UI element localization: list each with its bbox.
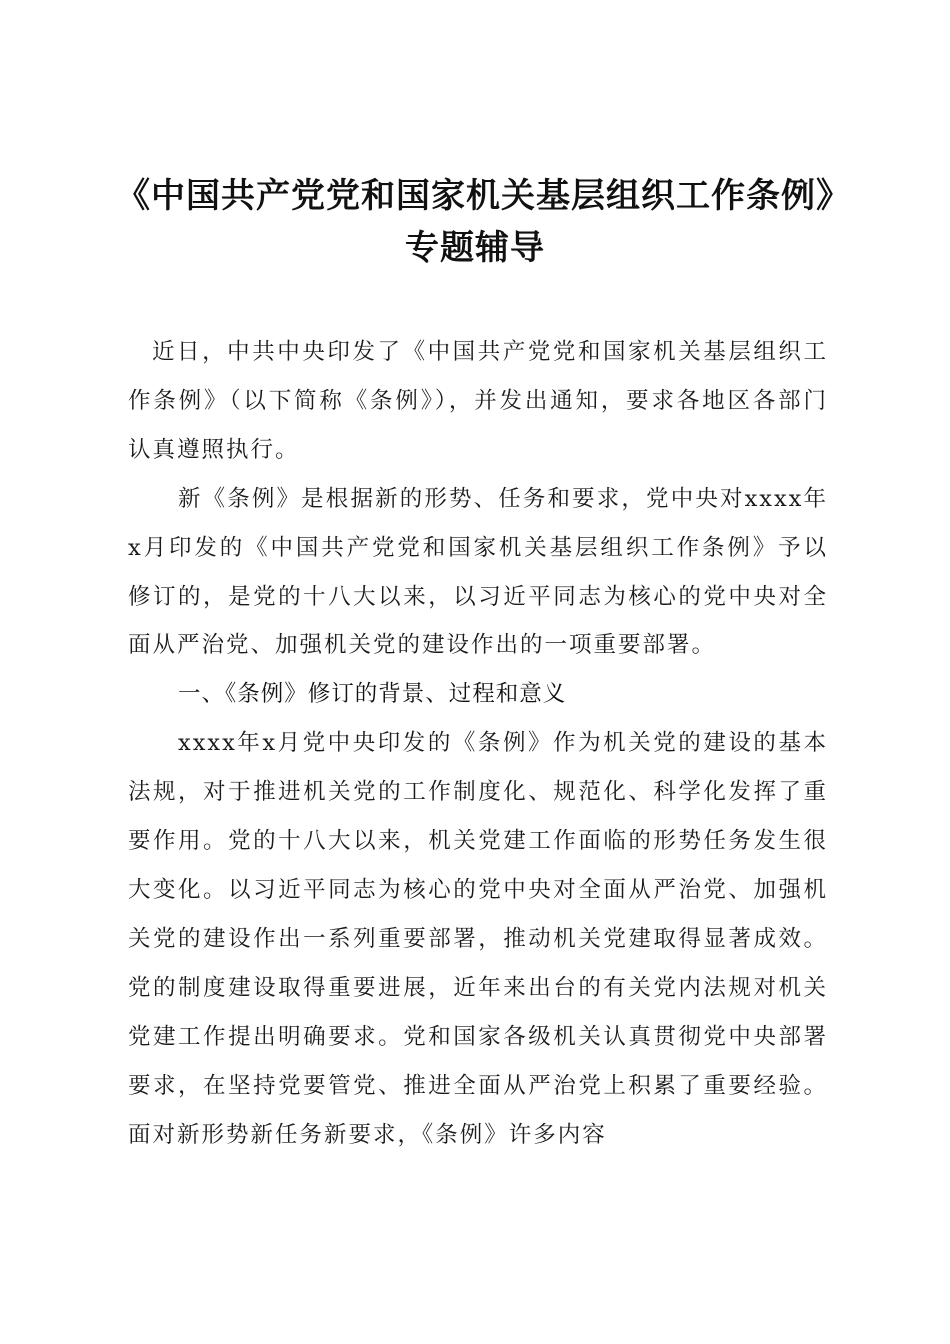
background-paragraph: 新《条例》是根据新的形势、任务和要求，党中央对xxxx年x月印发的《中国共产党党和国家机关基层组织工作条例》予以修订的，是党的十八大以来，以习近平同志为核心的党中央对全面从严治党、加强机关党的建设作出的一项重要部署。: [128, 485, 828, 659]
section-paragraph: xxxx年x月党中央印发的《条例》作为机关党的建设的基本法规，对于推进机关党的工作制度化、规范化、科学化发挥了重要作用。党的十八大以来，机关党建工作面临的形势任务发生很大变化。以习近平同志为核心的党中央对全面从严治党、加强机关党的建设作出一系列重要部署，推动机关党建取得显著成效。党的制度建设取得重要进展，近年来出台的有关党内法规对机关党建工作提出明确要求。党和国家各级机关认真贯彻党中央部署要求，在坚持党要管党、推进全面从严治党上积累了重要经验。面对新形势新任务新要求，《条例》许多内容: [128, 730, 828, 1148]
intro-paragraph: 近日，中共中央印发了《中国共产党党和国家机关基层组织工作条例》（以下简称《条例》），并发出通知，要求各地区各部门认真遵照执行。: [128, 339, 828, 463]
document-title: 《中国共产党党和国家机关基层组织工作条例》专题辅导: [116, 176, 834, 268]
document-body: [128, 328, 828, 1159]
section-heading: 一、《条例》修订的背景、过程和意义: [178, 681, 567, 708]
